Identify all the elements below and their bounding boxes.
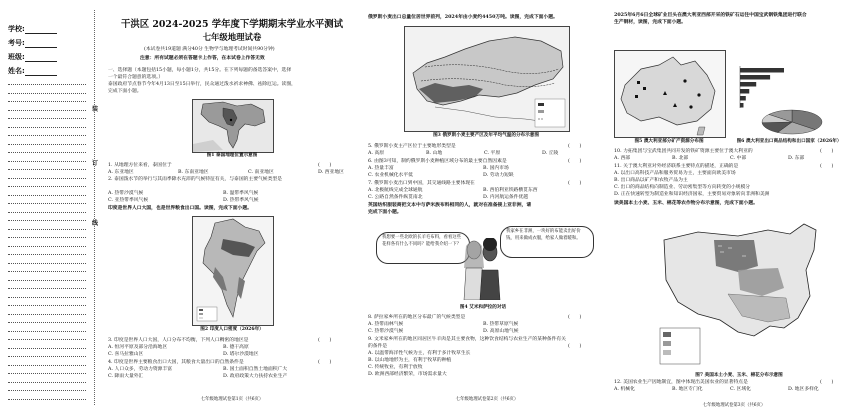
binding-dotted-line [8, 382, 86, 383]
binding-dotted-line [8, 195, 86, 196]
binding-dotted-line [8, 220, 86, 221]
speech-bubble-right: 我家乡在非洲，一块好的布能卖出好价钱，用来做成衣服，给家人做着暖和。 [500, 226, 594, 258]
export-bar [740, 103, 743, 108]
exam-subtitle: 七年级地理试卷 [202, 32, 262, 42]
binding-dotted-line [8, 331, 86, 332]
field-class: 班级: [8, 52, 57, 62]
binding-dotted-line [8, 203, 86, 204]
binding-dotted-line [8, 356, 86, 357]
export-structure-chart [730, 64, 850, 138]
binding-dotted-line [8, 186, 86, 187]
export-bar [740, 89, 749, 94]
australia-intro: 2025年6月6日全球矿业巨头在澳大利亚西部开采的铁矿石运往中国宝武钢铁集团进行联合 生产钢材，读图，完成下面小题。 [614, 12, 807, 26]
binding-dotted-line [8, 93, 86, 94]
fig6-caption: 图6 澳大利亚出口商品结构和出口国家（2026年） [736, 139, 842, 144]
export-bar [740, 75, 770, 80]
exam-meta: (本试卷共19道题 满分40分 生物学与地理考试时间共90分钟) [144, 47, 275, 52]
field-name: 姓名: [8, 66, 57, 76]
binding-dotted-line [8, 144, 86, 145]
fig5-caption: 图5 澳大利亚部分矿产资源分布图 [634, 139, 704, 144]
binding-dotted-line [8, 297, 86, 298]
q4: 4. 印度是世界主要粮食出口大国，其粮食大量出口的自然条件是 ( ) A. 人口众多，劳动力资源丰富 B. 国土面积自然土地面积广大 C. 降雨大量外汇 D. 政府政策大力扶持农业生产 [108, 360, 332, 380]
page-2-footer: 七年级地理试卷第2页（共6页） [455, 397, 519, 402]
binding-dotted-line [8, 288, 86, 289]
binding-dotted-line [8, 254, 86, 255]
binding-dotted-line [8, 314, 86, 315]
margin-word-xian: 线 [92, 220, 99, 227]
binding-dotted-line [8, 237, 86, 238]
fig4-caption: 图4 艾米和萨拉的对话 [459, 305, 507, 310]
q12: 12. 美国农业生产因地制宜，图中体现出美国农业的显著特点是 ( ) A. 机械化 B. 地区专门化 C. 区域化 D. 地区多样化 [614, 380, 834, 393]
q2: 2. 泰国泼水节的举行与其雨季降水充沛的气候特征有关，与泰国的主要气候类型是 [108, 177, 282, 182]
binding-dotted-line [8, 101, 86, 102]
page-3 [614, 10, 854, 408]
binding-dotted-line [8, 399, 86, 400]
binding-dotted-line [8, 263, 86, 264]
exam-title: 干洪区 2024-2025 学年度下学期期末学业水平测试 [121, 19, 343, 30]
binding-dotted-line [8, 84, 86, 85]
binding-dotted-line [8, 246, 86, 247]
binding-dotted-line [8, 348, 86, 349]
fig7-caption: 图7 美国本土小麦、玉米、棉花分布示意图 [695, 373, 783, 378]
binding-dotted-line [8, 322, 86, 323]
page-3-footer: 七年级地理试卷第3页（共6页） [702, 403, 766, 408]
export-bar [740, 96, 746, 101]
export-bar [740, 82, 756, 87]
q1: 1. 从地理方位来看，泰国位于 ( ) A. 东亚地区 B. 东南亚地区 C. 南亚地区 D. 西亚地区 [108, 163, 344, 176]
page-1-footer: 七年级地理试卷第1页（共6页） [200, 397, 264, 402]
binding-dotted-line [8, 305, 86, 306]
q11: 11. 关于澳大利亚对外经济联系主要特点的描述，正确的是 ( ) A. 以出口高科技产品和服务贸易为主，主要面向欧美市场 B. 出口商品以矿产和农牧产品为主 C. 出口的商品结构向制造业、劳动密集型等方向转变的小规模分 D. 正在快速转型为制造业和知识经济国家，主要贸易对象转向非洲和美洲 [614, 164, 834, 198]
binding-dotted-line [8, 280, 86, 281]
fig2-caption: 图2 印度人口密度（2026年） [200, 327, 264, 332]
fig3-caption: 图3 俄罗斯小麦主要产区及年平均气温的分布示意图 [433, 133, 539, 138]
russia-intro: 俄罗斯小麦出口总量位居世界前列，2024年由小麦约4450万吨。读图，完成下面小题。 [368, 14, 558, 20]
speech-bubble-left: 我想要一些北欧的长羊毛布料，看看这些花样各有什么不同吗？能给我介绍一下？ [376, 232, 470, 264]
section-1-instructions: 一、选择题（本题包括15小题，每小题1分，共15分。在下列每题的备选答案中，选择 一个最符合题意的选项。） 泰国政府节点春节今年4月13日至15日举行，民众通过泼水祈求神佛、祛除厄运。读图， 完成下面小题。 [108, 68, 296, 95]
binding-line [94, 10, 95, 405]
india-intro: 印度是世界人口大国，也是世界粮食出口国。读图，完成下面小题。 [108, 205, 252, 211]
q2-options: A. 热带沙漠气候 B. 温带季风气候 C. 亚热带季风气候 D. 热带季风气候 [108, 191, 259, 204]
q10: 10. 力拓集团与宝武集团共同开发的铁矿资源主要位于澳大利亚的 ( ) A. 西部 B. 北部 C. 中部 D. 东部 [614, 149, 834, 162]
binding-dotted-line [8, 161, 86, 162]
india-density-map [192, 216, 274, 326]
usa-crop-map [658, 210, 826, 370]
margin-word-ding: 订 [92, 160, 99, 167]
binding-dotted-line [8, 110, 86, 111]
q6: 6. 由图3可知，制约俄罗斯小麦种植区域分布的最主要自然因素是 ( ) A. 热量丰富 B. 国内市场 C. 农业机械化水平低 D. 劳动力短缺 [368, 159, 582, 179]
binding-dotted-line [8, 118, 86, 119]
binding-dotted-line [8, 178, 86, 179]
binding-dotted-line [8, 212, 86, 213]
fig1-caption: 图1 泰国地理位置示意图 [206, 153, 258, 158]
q9: 9. 文米家乡所在的地区同居区牛羊肉是其主要食物，这种饮食结构与农业生产的某种条件有关 的条件是 ( ) A. 以温带海洋性气候为主，有利于多汁牧草生长 B. 以山地地形为主，有利于牧草的种植 C. 传统牧业，有利于放牧 D. 欧洲西部经济繁荣，市场需求量大 [368, 337, 582, 378]
exam-notice: 注意：所有试题必须在答题卡上作答，在本试卷上作答无效 [140, 55, 265, 61]
page-1 [104, 10, 360, 408]
export-bar [740, 68, 784, 73]
q3: 3. 印度是世界人口大国，人口分布不均衡，下列人口稠密的地区是 ( ) A. 恒河平原及部分沿海地区 B. 德干高原 C. 喜马拉雅山区 D. 塔尔沙漠地区 [108, 338, 332, 358]
usa-intro: 读美国本土小麦、玉米、棉花等农作物分布示意图，完成下面小题。 [614, 200, 758, 206]
binding-dotted-line [8, 365, 86, 366]
binding-dotted-line [8, 169, 86, 170]
margin-word-zhuang: 装 [92, 106, 99, 113]
thailand-map [192, 99, 274, 153]
two-women-figures [462, 238, 502, 300]
binding-dotted-line [8, 271, 86, 272]
binding-dotted-line [8, 390, 86, 391]
binding-dotted-line [8, 135, 86, 136]
binding-dotted-line [8, 339, 86, 340]
binding-dotted-line [8, 229, 86, 230]
australia-mineral-map [614, 50, 726, 138]
q8: 8. 萨拉家乡所在的地区分布最广的气候类型是 ( ) A. 热带雨林气候 B. 热带草原气候 C. 热带沙漠气候 D. 高原山地气候 [368, 315, 582, 335]
binding-dotted-line [8, 127, 86, 128]
field-exam-number: 考号: [8, 38, 57, 48]
binding-dotted-line [8, 152, 86, 153]
q5: 5. 俄罗斯小麦主产区位于主要地形类型是 ( ) A. 高原 B. 山地 C. 平原 D. 丘陵 [368, 144, 582, 157]
page-2 [368, 10, 606, 408]
dialogue-intro: 英国纺织服装商把文本中与萨米族布料相同的人，就对在准备接上亚非洲，请 完成下面小题。 [368, 202, 532, 216]
russia-wheat-map [404, 26, 570, 132]
field-school: 学校: [8, 24, 57, 34]
q7: 7. 俄罗斯小麦出口到中国，其交通线路主要体现在 ( ) A. 北极航线完成全球通航 B. 西伯利亚铁路横贯东西 C. 公路自然条件纵贯南北 D. 内河航运条件优越 [368, 181, 582, 201]
binding-dotted-line [8, 373, 86, 374]
dialogue-illustration [376, 222, 602, 302]
